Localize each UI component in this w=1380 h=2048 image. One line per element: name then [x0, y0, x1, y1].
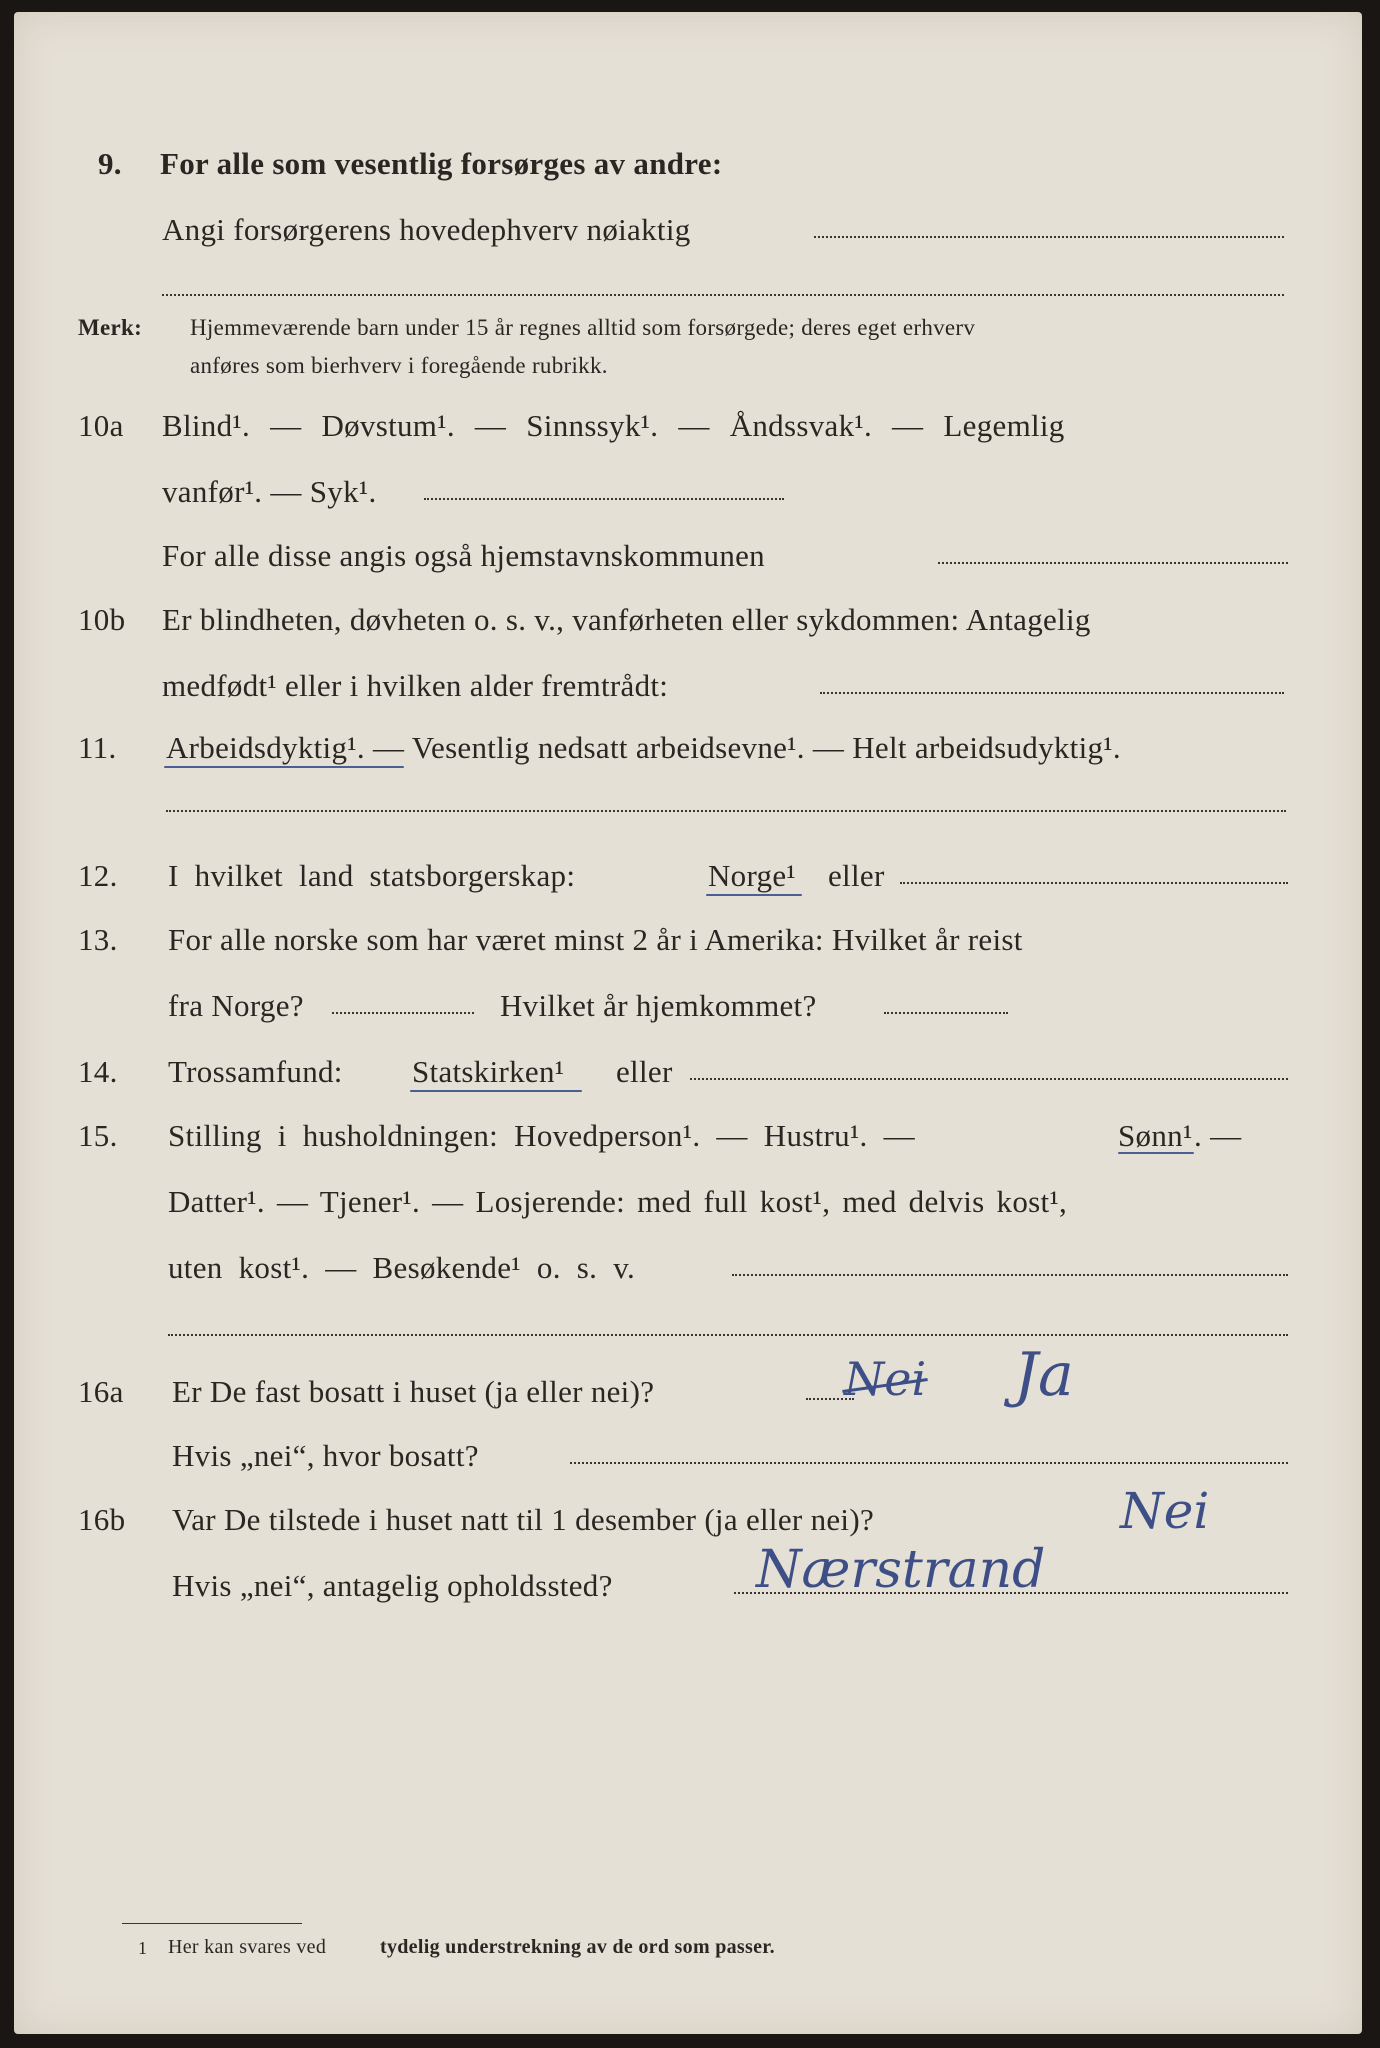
q10a-kommune-field[interactable]: [938, 562, 1288, 564]
q9-answer-field[interactable]: [814, 236, 1284, 238]
q10b-number: 10b: [78, 602, 126, 637]
footnote-text-bold: tydelig understrekning av de ord som passer.: [380, 1936, 775, 1958]
q9-line: Angi forsørgerens hovedерhverv nøiaktig: [162, 212, 691, 247]
q10b-answer-field[interactable]: [820, 692, 1284, 694]
q16b-handwritten-answer-1: Nei: [1120, 1482, 1210, 1540]
q13-line-2a: fra Norge?: [168, 988, 304, 1023]
q12-prefix: I hvilket land statsborgerskap:: [168, 858, 576, 893]
q16b-line-2: Hvis „nei“, antagelig opholdssted?: [172, 1568, 613, 1603]
q15-line-1c: . —: [1194, 1118, 1242, 1153]
census-form-page: [14, 12, 1362, 2034]
q10a-line-2: vanfør¹. — Syk¹.: [162, 474, 377, 509]
q15-answer-field[interactable]: [732, 1274, 1288, 1276]
q16a-number: 16a: [78, 1374, 124, 1409]
footnote-rule: [122, 1923, 302, 1924]
q11-line-1: Arbeidsdyktig¹. — Vesentlig nedsatt arbeidsevne¹. — Helt arbeidsudyktig¹.: [166, 730, 1121, 765]
q16a-handwritten-answer: Ja: [1014, 1340, 1074, 1410]
q13-number: 13.: [78, 922, 118, 957]
q13-reist-field[interactable]: [332, 1012, 474, 1014]
q14-option-statskirken: Statskirken¹: [412, 1054, 565, 1089]
q9-answer-field-2[interactable]: [162, 294, 1284, 296]
q15-line-2: Datter¹. — Tjener¹. — Losjerende: med full kost¹, med delvis kost¹,: [168, 1184, 1068, 1219]
q15-line-3: uten kost¹. — Besøkende¹ o. s. v.: [168, 1250, 636, 1285]
q10a-line-3: For alle disse angis også hjemstavnskommunen: [162, 538, 765, 573]
note-label: Merk:: [78, 315, 143, 340]
q14-answer-field[interactable]: [690, 1078, 1288, 1080]
q10a-line-1: Blind¹. — Døvstum¹. — Sinnssyk¹. — Åndssvak¹. — Legemlig: [162, 408, 1065, 443]
q10b-line-2: medfødt¹ eller i hvilken alder fremtrådt:: [162, 668, 669, 703]
q16a-handwritten-struck-answer: Nei: [844, 1352, 927, 1406]
q16a-line-2: Hvis „nei“, hvor bosatt?: [172, 1438, 479, 1473]
q15-option-sonn: Sønn¹: [1118, 1118, 1193, 1153]
q15-line-1a: Stilling i husholdningen: Hovedperson¹. — Hustru¹. —: [168, 1118, 915, 1153]
q14-suffix: eller: [616, 1054, 673, 1089]
footnote-text-plain: Her kan svares ved: [168, 1936, 327, 1958]
q11-handwritten-underline: [164, 766, 404, 768]
q9-number: 9.: [98, 146, 122, 181]
q15-answer-field-2[interactable]: [168, 1334, 1288, 1336]
note-line-1: Hjemmeværende barn under 15 år regnes alltid som forsørgede; deres eget erhverv: [190, 315, 976, 340]
note-line-2: anføres som bierhverv i foregående rubrikk.: [190, 353, 608, 378]
q12-option-norge: Norge¹: [708, 858, 797, 893]
q16b-line-1: Var De tilstede i huset natt til 1 desember (ja eller nei)?: [172, 1502, 875, 1537]
q11-answer-field[interactable]: [166, 810, 1286, 812]
q16a-line-1: Er De fast bosatt i huset (ja eller nei)?: [172, 1374, 655, 1409]
footnote-mark: 1: [138, 1938, 148, 1958]
q16a-bosatt-field[interactable]: [570, 1462, 1288, 1464]
q14-handwritten-underline: [410, 1090, 582, 1092]
q10a-number: 10a: [78, 408, 124, 443]
q13-hjemkommet-field[interactable]: [884, 1012, 1008, 1014]
q15-number: 15.: [78, 1118, 118, 1153]
q14-number: 14.: [78, 1054, 118, 1089]
q10a-syk-field[interactable]: [424, 498, 784, 500]
q11-number: 11.: [78, 730, 117, 765]
q13-line-1: For alle norske som har været minst 2 år i Amerika: Hvilket år reist: [168, 922, 1023, 957]
q12-number: 12.: [78, 858, 118, 893]
q10b-line-1: Er blindheten, døvheten o. s. v., vanførheten eller sykdommen: Antagelig: [162, 602, 1091, 637]
q16b-number: 16b: [78, 1502, 126, 1537]
q14-prefix: Trossamfund:: [168, 1054, 343, 1089]
q12-suffix: eller: [828, 858, 885, 893]
q13-line-2b: Hvilket år hjemkommet?: [500, 988, 817, 1023]
q12-answer-field[interactable]: [900, 882, 1288, 884]
q15-handwritten-underline: [1118, 1152, 1194, 1154]
q12-handwritten-underline: [706, 894, 802, 896]
q16b-handwritten-answer-2: Nærstrand: [756, 1540, 1046, 1600]
q9-title: For alle som vesentlig forsørges av andre:: [160, 146, 723, 181]
